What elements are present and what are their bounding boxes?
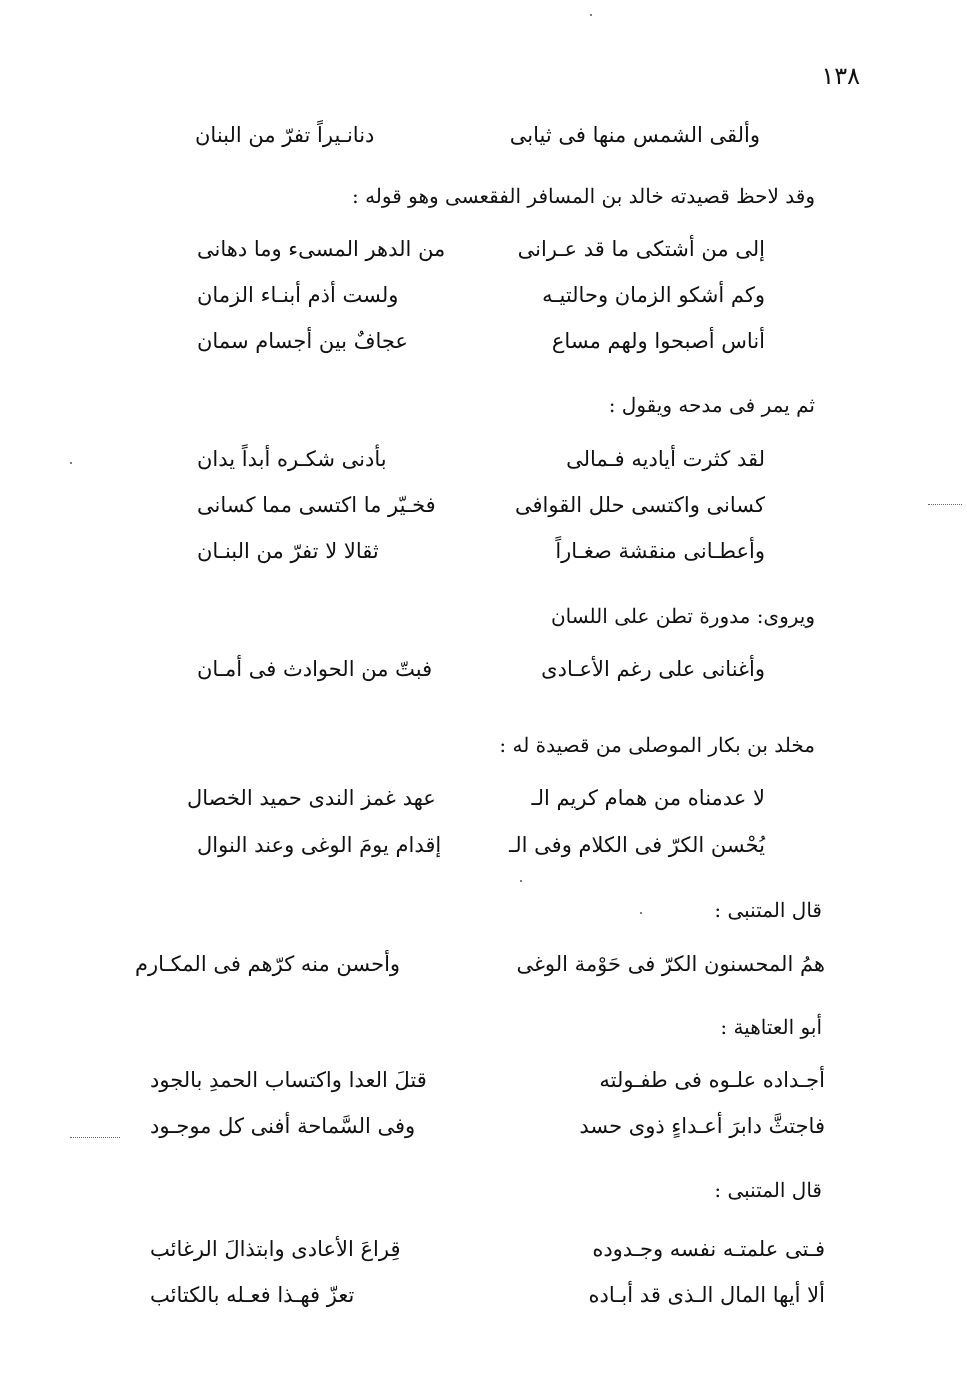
verse-second-hemistich: فبتّ من الحوادث فى أمـان bbox=[197, 657, 433, 681]
verse-second-hemistich: ولست أذم أبنـاء الزمان bbox=[197, 283, 399, 307]
prose-line: ويروى: مدورة تطن على اللسان bbox=[550, 604, 815, 628]
verse-first-hemistich: همُ المحسنون الكرّ فى حَوْمة الوغى bbox=[516, 952, 825, 976]
verse-line bbox=[185, 778, 765, 818]
scan-artifact-dot bbox=[70, 462, 72, 464]
verse-second-hemistich: بأدنى شكـره أبداً يدان bbox=[197, 447, 387, 471]
prose-line: قال المتنبى : bbox=[714, 898, 822, 922]
verse-first-hemistich: لا عدمناه من همام كريم الـ bbox=[531, 786, 765, 810]
verse-line bbox=[185, 229, 765, 269]
verse-second-hemistich: عجافٌ بين أجسام سمان bbox=[197, 329, 408, 353]
verse-line bbox=[150, 1060, 825, 1100]
verse-first-hemistich: وأغنانى على رغم الأعـادى bbox=[541, 657, 765, 681]
verse-second-hemistich: عهد غمز الندى حميد الخصال bbox=[187, 786, 436, 810]
verse-first-hemistich: كسانى واكتسى حلل القوافى bbox=[515, 493, 765, 517]
verse-line bbox=[150, 1275, 825, 1315]
verse-second-hemistich: إقدام يومَ الوغى وعند النوال bbox=[197, 833, 442, 857]
verse-line bbox=[185, 825, 765, 865]
verse-line bbox=[150, 115, 760, 155]
verse-line bbox=[185, 275, 765, 315]
prose-line: وقد لاحظ قصيدته خالد بن المسافر الفقعسى وهو قوله : bbox=[351, 184, 815, 208]
scan-artifact-dot bbox=[520, 880, 522, 882]
verse-first-hemistich: لقد كثرت أياديه فـمالى bbox=[566, 447, 765, 471]
verse-second-hemistich: تعزّ فهـذا فعـله بالكتائب bbox=[150, 1283, 355, 1307]
verse-first-hemistich: أناس أصبحوا ولهم مساع bbox=[551, 329, 765, 353]
verse-first-hemistich: وأعطـانى منقشة صغـاراً bbox=[555, 539, 765, 563]
verse-second-hemistich: وفى السَّماحة أفنى كل موجـود bbox=[150, 1114, 416, 1138]
verse-line bbox=[135, 944, 825, 984]
page-number: ١٣٨ bbox=[821, 62, 860, 90]
verse-second-hemistich: ثقالا لا تفرّ من البنـان bbox=[197, 539, 379, 563]
verse-line bbox=[150, 1229, 825, 1269]
verse-line bbox=[185, 531, 765, 571]
verse-first-hemistich: وكم أشكو الزمان وحالتيـه bbox=[542, 283, 765, 307]
verse-line bbox=[185, 321, 765, 361]
verse-line bbox=[185, 485, 765, 525]
prose-line: أبو العتاهية : bbox=[720, 1015, 822, 1039]
verse-first-hemistich: يُحْسن الكرّ فى الكلام وفى الـ bbox=[509, 833, 765, 857]
verse-first-hemistich: وألقى الشمس منها فى ثيابى bbox=[509, 123, 760, 147]
scan-artifact-dotted-line bbox=[70, 1137, 120, 1139]
verse-first-hemistich: فـتى علمتـه نفسه وجـدوده bbox=[592, 1237, 825, 1261]
scan-artifact-dot bbox=[640, 912, 642, 914]
verse-first-hemistich: أجـداده علـوه فى طفـولته bbox=[599, 1068, 825, 1092]
verse-first-hemistich: فاجتثَّ دابرَ أعـداءٍ ذوى حسد bbox=[579, 1114, 825, 1138]
verse-second-hemistich: من الدهر المسىء وما دهانى bbox=[197, 237, 446, 261]
scan-artifact-dotted-line bbox=[928, 504, 962, 506]
verse-second-hemistich: وأحسن منه كرّهم فى المكـارم bbox=[135, 952, 401, 976]
verse-second-hemistich: فخـيّر ما اكتسى مما كسانى bbox=[197, 493, 436, 517]
verse-first-hemistich: ألا أيها المال الـذى قد أبـاده bbox=[588, 1283, 825, 1307]
verse-line bbox=[185, 439, 765, 479]
prose-line: مخلد بن بكار الموصلى من قصيدة له : bbox=[499, 733, 815, 757]
verse-line bbox=[150, 1106, 825, 1146]
verse-second-hemistich: قِراعَ الأعادى وابتذالَ الرغائب bbox=[150, 1237, 401, 1261]
prose-line: قال المتنبى : bbox=[714, 1178, 822, 1202]
verse-first-hemistich: إلى من أشتكى ما قد عـرانى bbox=[517, 237, 765, 261]
verse-line bbox=[185, 649, 765, 689]
scan-artifact-dot bbox=[590, 14, 592, 16]
prose-line: ثم يمر فى مدحه ويقول : bbox=[608, 393, 815, 417]
verse-second-hemistich: قتلَ العدا واكتساب الحمدِ بالجود bbox=[150, 1068, 427, 1092]
verse-second-hemistich: دنانـيراً تفرّ من البنان bbox=[195, 123, 375, 147]
